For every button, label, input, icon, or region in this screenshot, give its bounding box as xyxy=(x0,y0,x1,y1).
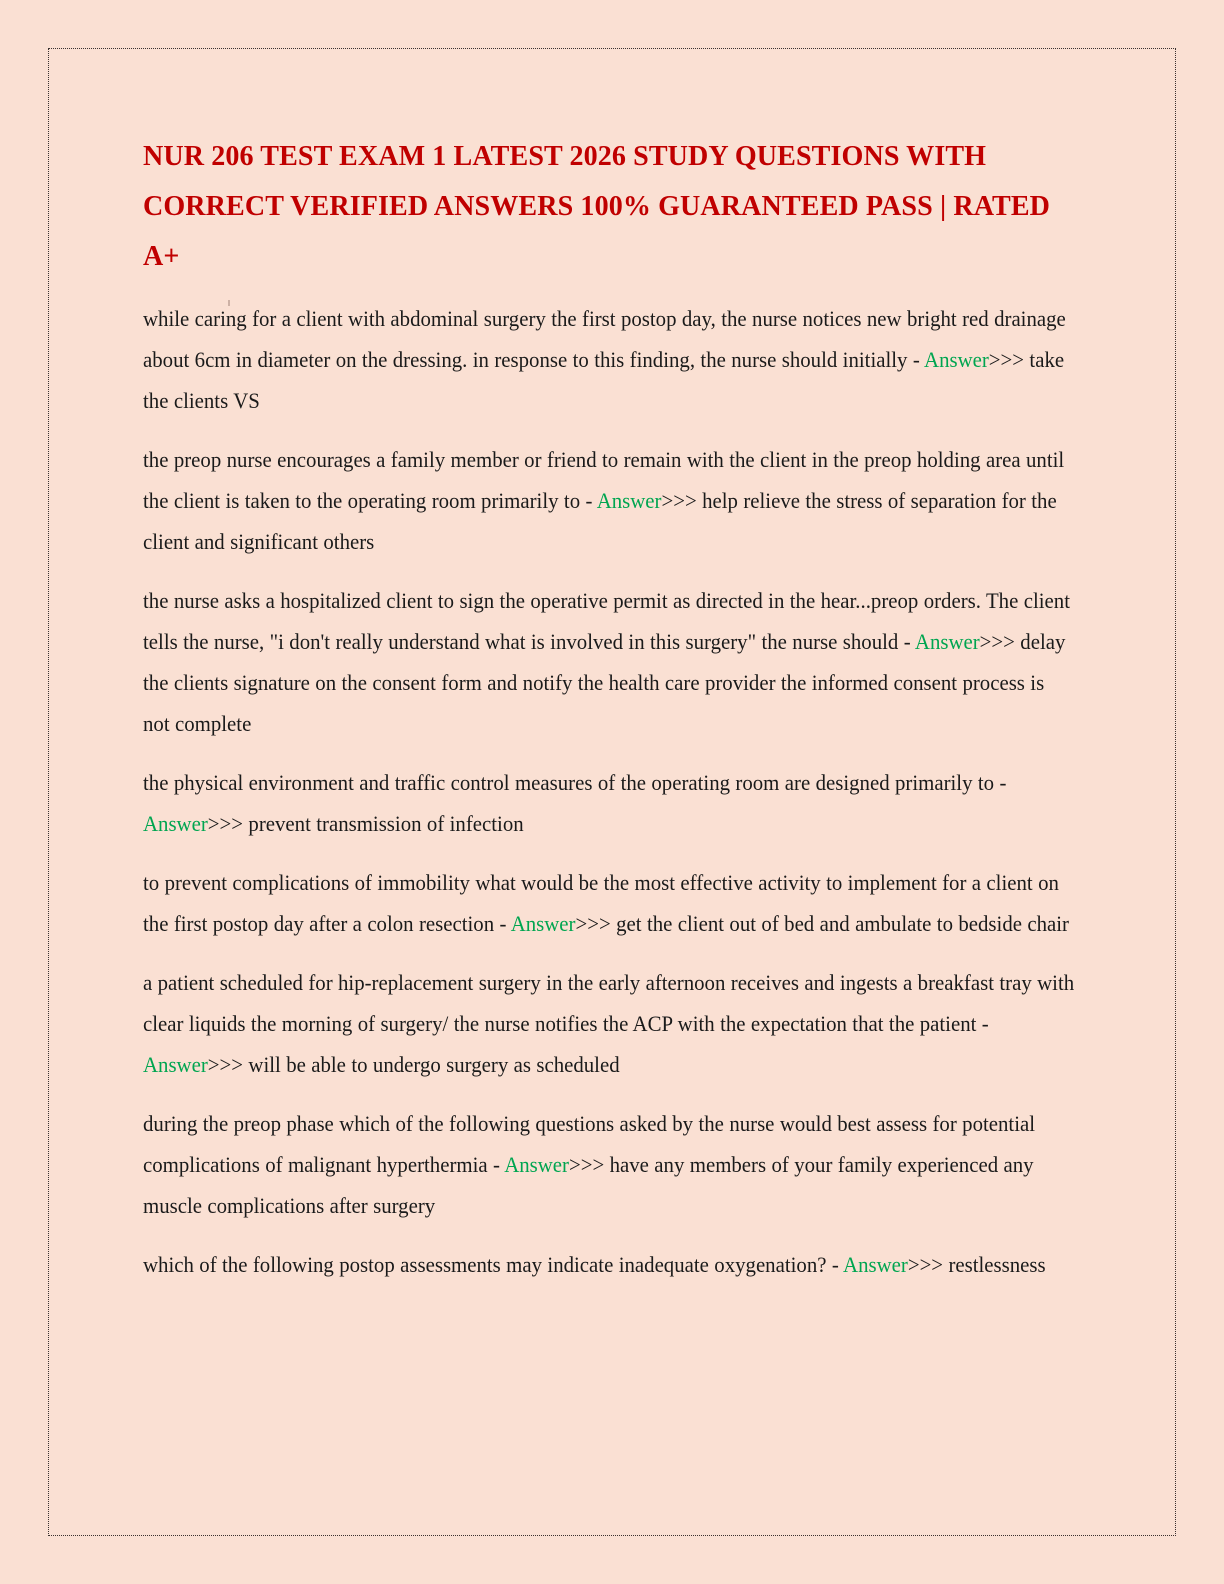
question-text: the nurse asks a hospitalized client to sign the operative permit as directed in the hear...preop orders. The client tells the nurse, "i don't really understand what is involved in this surgery" the nurse should - xyxy=(143,588,1070,654)
question-text: a patient scheduled for hip-replacement surgery in the early afternoon receives and ingests a breakfast tray with clear liquids the morning of surgery/ the nurse notifies the ACP with the expectation that the patient - xyxy=(143,970,1075,1036)
answer-label: Answer xyxy=(510,911,576,936)
question-text: during the preop phase which of the following questions asked by the nurse would best assess for potential complications of malignant hyperthermia - xyxy=(143,1111,1036,1177)
answer-text: restlessness xyxy=(943,1252,1046,1277)
answer-separator: >>> xyxy=(575,911,611,936)
qa-block xyxy=(143,580,1075,744)
answer-text: delay the clients signature on the consent form and notify the health care provider the informed consent process is not complete xyxy=(143,629,1066,736)
answer-separator: >>> xyxy=(568,1152,605,1177)
qa-block xyxy=(143,1103,1075,1226)
answer-label: Answer xyxy=(143,811,208,836)
answer-label: Answer xyxy=(843,1252,908,1277)
qa-block xyxy=(143,862,1075,944)
answer-label: Answer xyxy=(914,629,980,654)
answer-label: Answer xyxy=(143,1052,208,1077)
answer-text: have any members of your family experienced any muscle complications after surgery xyxy=(143,1152,1034,1218)
answer-separator: >>> xyxy=(661,488,697,513)
answer-text: will be able to undergo surgery as scheduled xyxy=(243,1052,620,1077)
question-text: the physical environment and traffic control measures of the operating room are designed primarily to - xyxy=(143,770,1007,795)
answer-label: Answer xyxy=(504,1152,569,1177)
answer-separator: >>> xyxy=(988,347,1025,372)
answer-text: take the clients VS xyxy=(143,347,1065,413)
answer-text: prevent transmission of infection xyxy=(243,811,524,836)
qa-block xyxy=(143,1244,1075,1285)
answer-separator: >>> xyxy=(907,1252,944,1277)
answer-label: Answer xyxy=(596,488,662,513)
qa-block xyxy=(143,298,1075,421)
question-text: the preop nurse encourages a family member or friend to remain with the client in the preop holding area until the client is taken to the operating room primarily to - xyxy=(143,447,1065,513)
question-answer-list xyxy=(143,298,1075,1285)
answer-text: help relieve the stress of separation for the client and significant others xyxy=(143,488,1057,554)
answer-label: Answer xyxy=(924,347,989,372)
question-text: while caring for a client with abdominal surgery the first postop day, the nurse notices new bright red drainage about 6cm in diameter on the dressing. in response to this finding, the nurse should initially - xyxy=(143,306,1066,372)
qa-block xyxy=(143,762,1075,844)
qa-block xyxy=(143,962,1075,1085)
qa-block xyxy=(143,439,1075,562)
question-text: which of the following postop assessments may indicate inadequate oxygenation? - xyxy=(143,1252,844,1277)
document-content xyxy=(143,132,1075,1285)
question-text: to prevent complications of immobility what would be the most effective activity to implement for a client on the first postop day after a colon resection - xyxy=(143,870,1059,936)
answer-text: get the client out of bed and ambulate to bedside chair xyxy=(610,911,1069,936)
answer-separator: >>> xyxy=(979,629,1015,654)
page-title: NUR 206 TEST EXAM 1 LATEST 2026 STUDY QUESTIONS WITH CORRECT VERIFIED ANSWERS 100% GUARANTEED PASS | RATED A+ xyxy=(143,141,1051,272)
answer-separator: >>> xyxy=(207,811,244,836)
answer-separator: >>> xyxy=(207,1052,244,1077)
